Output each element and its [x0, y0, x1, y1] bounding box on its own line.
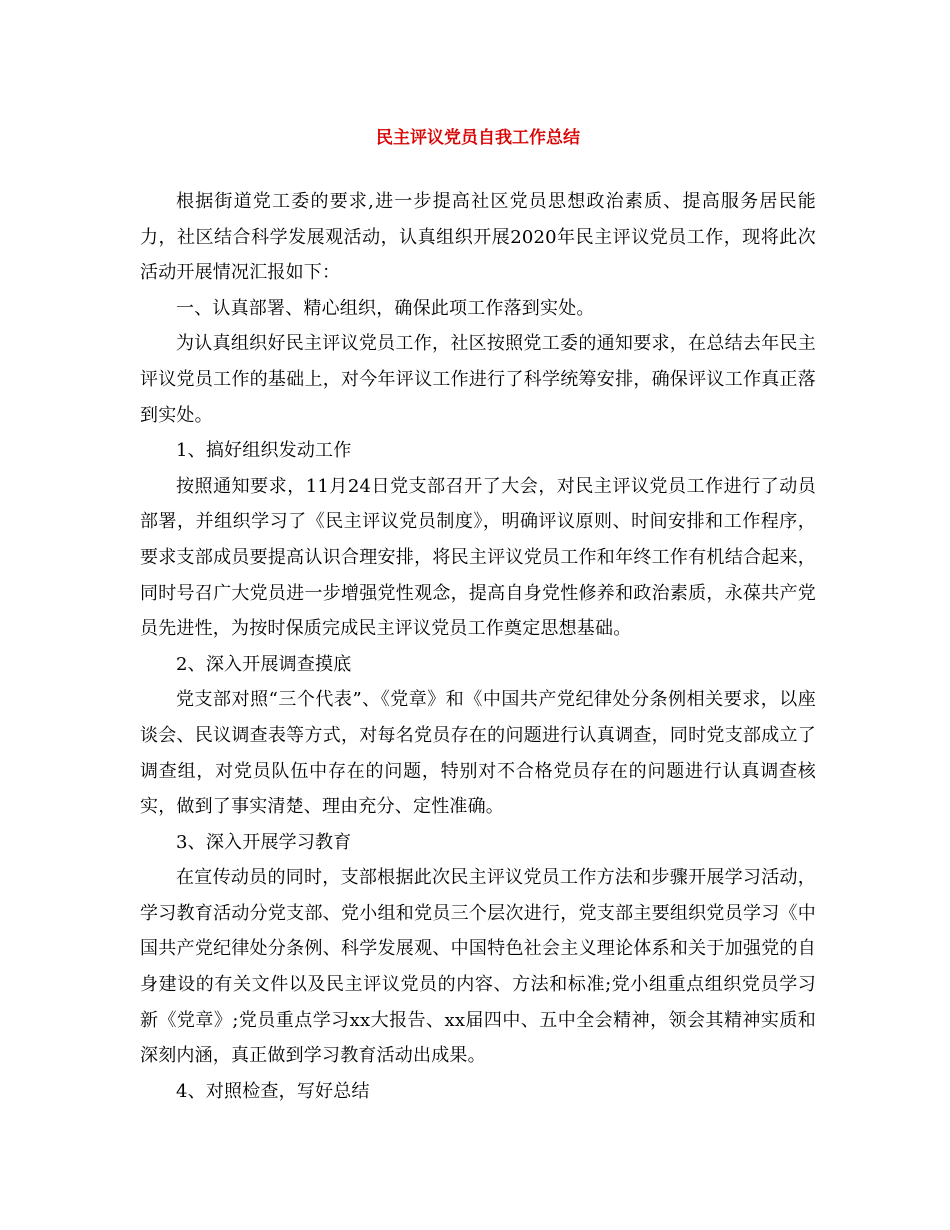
document-title: 民主评议党员自我工作总结: [376, 128, 580, 148]
paragraph-intro: 根据街道党工委的要求,进一步提高社区党员思想政治素质、提高服务居民能力，社区结合科学发展观活动，认真组织开展2020年民主评议党员工作，现将此次活动开展情况汇报如下：: [140, 191, 816, 284]
paragraph-section-1: 为认真组织好民主评议党员工作，社区按照党工委的通知要求，在总结去年民主评议党员工作的基础上，对今年评议工作进行了科学统筹安排，确保评议工作真正落到实处。: [140, 333, 816, 426]
subheading-2: 2、深入开展调查摸底: [176, 653, 352, 675]
subheading-4: 4、对照检查，写好总结: [176, 1080, 370, 1102]
paragraph-subheading-2: 党支部对照“三个代表”、《党章》和《中国共产党纪律处分条例相关要求，以座谈会、民议调查表等方式，对每名党员存在的问题进行认真调查，同时党支部成立了调查组，对党员队伍中存在的问题，特别对不合格党员存在的问题进行认真调查核实，做到了事实清楚、理由充分、定性准确。: [140, 689, 816, 818]
section-heading-1: 一、认真部署、精心组织，确保此项工作落到实处。: [176, 297, 595, 319]
subheading-3: 3、深入开展学习教育: [176, 831, 352, 853]
paragraph-subheading-1: 按照通知要求，11月24日党支部召开了大会，对民主评议党员工作进行了动员部署，并组织学习了《民主评议党员制度》，明确评议原则、时间安排和工作程序，要求支部成员要提高认识合理安排，将民主评议党员工作和年终工作有机结合起来，同时号召广大党员进一步增强党性观念，提高自身党性修养和政治素质，永葆共产党员先进性，为按时保质完成民主评议党员工作奠定思想基础。: [140, 475, 816, 640]
paragraph-subheading-3: 在宣传动员的同时，支部根据此次民主评议党员工作方法和步骤开展学习活动，学习教育活动分党支部、党小组和党员三个层次进行，党支部主要组织党员学习《中国共产党纪律处分条例、科学发展观、中国特色社会主义理论体系和关于加强党的自身建设的有关文件以及民主评议党员的内容、方法和标准;党小组重点组织党员学习新《党章》;党员重点学习xx大报告、xx届四中、五中全会精神，领会其精神实质和深刻内涵，真正做到学习教育活动出成果。: [140, 867, 816, 1067]
subheading-1: 1、搞好组织发动工作: [176, 440, 352, 462]
document-body: [140, 184, 816, 1109]
